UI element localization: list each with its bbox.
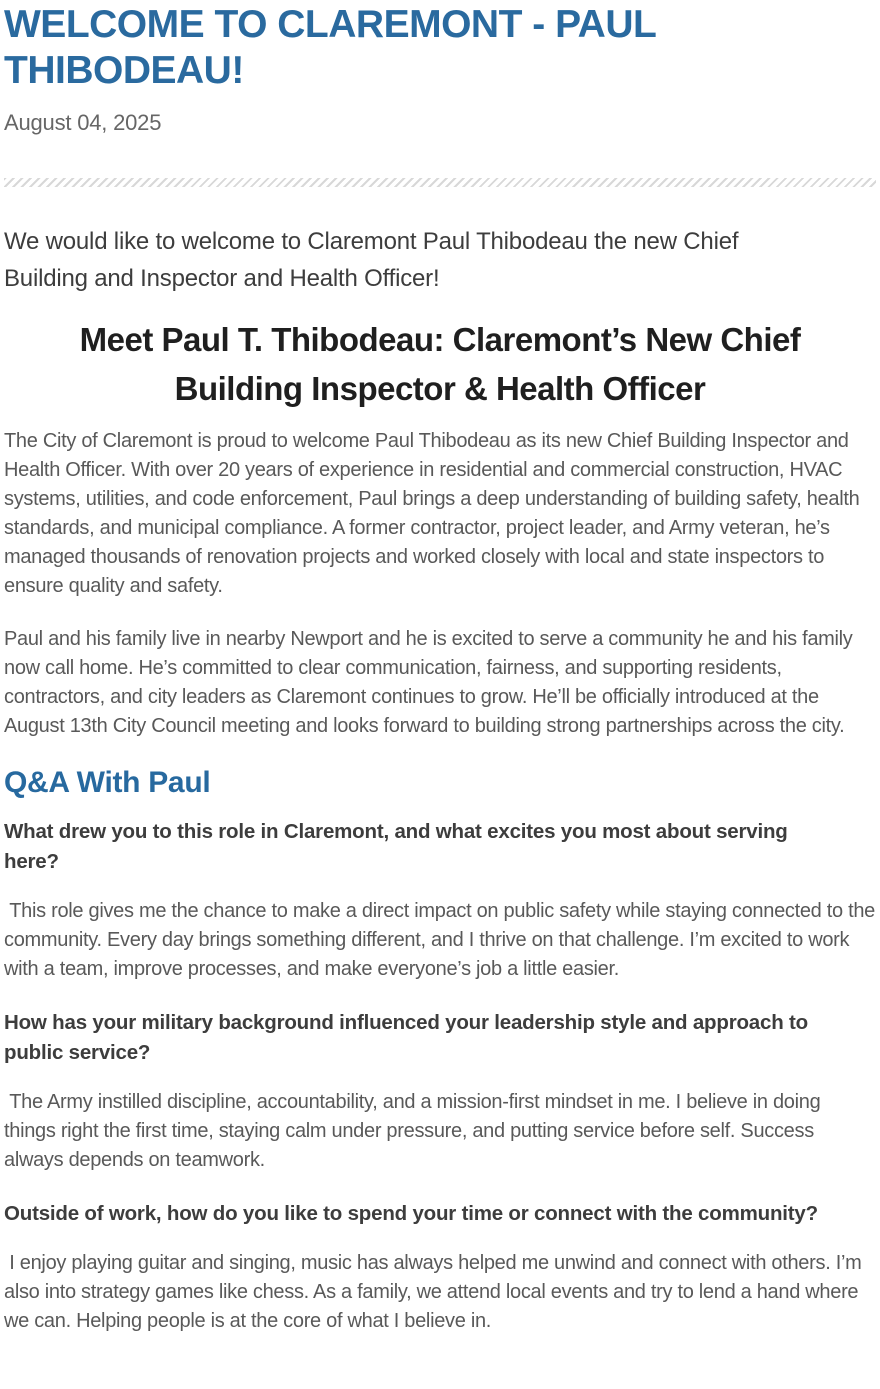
intro-paragraph: We would like to welcome to Claremont Paul Thibodeau the new Chief Building and Inspector and Health Officer!	[4, 228, 739, 292]
body-paragraph-2: Paul and his family live in nearby Newport and he is excited to serve a community he and his family now call home. He’s committed to clear communication, fairness, and supporting residents, contractors, and city leaders as Claremont continues to grow. He’ll be officially introduced at the August 13th City Council meeting and looks forward to building strong partnerships across the city.	[4, 628, 853, 737]
post-date: August 04, 2025	[4, 110, 162, 135]
qa-answer-3: I enjoy playing guitar and singing, music has always helped me unwind and connect with others. I’m also into strategy games like chess. As a family, we attend local events and try to lend a hand where we can. Helping people is at the core of what I believe in.	[4, 1252, 867, 1332]
qa-question-1: What drew you to this role in Claremont, and what excites you most about serving here?	[4, 820, 788, 873]
qa-question-2: How has your military background influenced your leadership style and approach to public service?	[4, 1011, 808, 1064]
qa-answer-2: The Army instilled discipline, accountability, and a mission-first mindset in me. I believe in doing things right the first time, staying calm under pressure, and putting service before self. Success always depends on teamwork.	[4, 1091, 826, 1171]
qa-question-3: Outside of work, how do you like to spend your time or connect with the community?	[4, 1202, 818, 1225]
article-headline: Meet Paul T. Thibodeau: Claremont’s New Chief Building Inspector & Health Officer	[79, 321, 801, 407]
qa-answer-1: This role gives me the chance to make a direct impact on public safety while staying connected to the community. Every day brings something different, and I thrive on that challenge. I’m excited to work with a team, improve processes, and make everyone’s job a little easier.	[4, 900, 880, 980]
qa-item	[4, 1199, 876, 1336]
qa-item	[4, 817, 880, 984]
body-paragraph-1: The City of Claremont is proud to welcome Paul Thibodeau as its new Chief Building Inspector and Health Officer. With over 20 years of experience in residential and commercial construction, HVAC systems, utilities, and code enforcement, Paul brings a deep understanding of building safety, health standards, and municipal compliance. A former contractor, project leader, and Army veteran, he’s managed thousands of renovation projects and worked closely with local and state inspectors to ensure quality and safety.	[4, 430, 860, 597]
qa-section-heading: Q&A With Paul	[4, 766, 211, 799]
striped-divider	[4, 178, 876, 187]
page-title: WELCOME TO CLAREMONT - PAUL THIBODEAU!	[4, 3, 656, 92]
qa-item	[4, 1008, 876, 1175]
